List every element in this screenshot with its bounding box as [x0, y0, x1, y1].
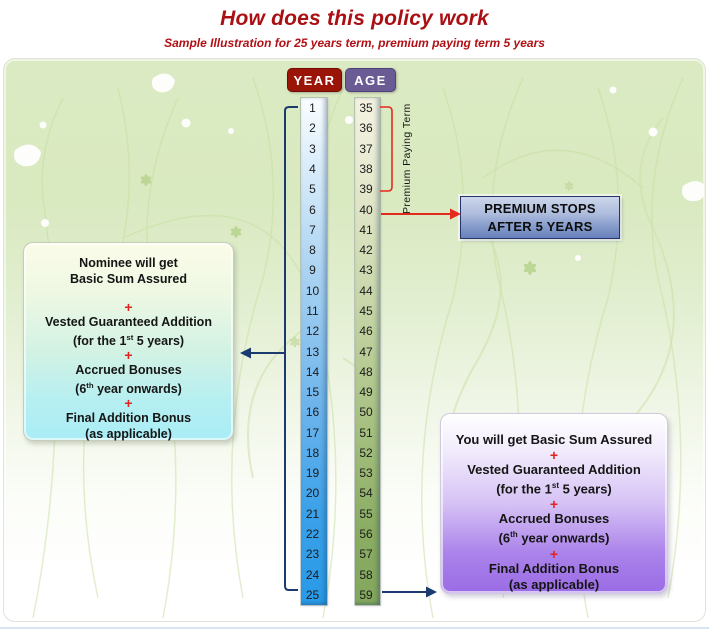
plus-sign: +: [124, 347, 133, 364]
age-cell: 48: [359, 364, 373, 379]
year-cell: 2: [309, 121, 316, 136]
benefit-line: (6th year onwards): [75, 381, 182, 397]
age-cell: 43: [359, 263, 373, 278]
year-cell: 25: [305, 587, 320, 602]
age-cell: 42: [359, 243, 373, 258]
age-cell: 57: [359, 547, 373, 562]
benefit-line: (for the 1st 5 years): [72, 333, 185, 349]
year-cell: 18: [305, 445, 320, 460]
premium-stops-line1: PREMIUM STOPS: [484, 200, 596, 216]
benefit-line: (for the 1st 5 years): [496, 481, 612, 497]
age-cell: 52: [359, 445, 373, 460]
age-cell: 53: [359, 466, 373, 481]
benefit-line: Final Addition Bonus: [488, 560, 620, 576]
benefit-line: Accrued Bonuses: [75, 363, 182, 378]
year-cell: 20: [305, 486, 320, 501]
year-cell: 15: [305, 385, 320, 400]
year-column: [301, 98, 327, 605]
age-cell: 59: [359, 587, 373, 602]
year-cell: 22: [305, 527, 320, 542]
year-cell: 19: [305, 466, 320, 481]
age-cell: 35: [359, 101, 373, 116]
plus-sign: +: [549, 496, 559, 513]
premium-stops-line2: AFTER 5 YEARS: [487, 218, 593, 234]
year-cell: 12: [305, 324, 320, 339]
plus-sign: +: [549, 447, 559, 463]
page-subtitle: Sample Illustration for 25 years term, premium paying term 5 years: [164, 36, 545, 50]
benefit-line: Accrued Bonuses: [498, 511, 610, 527]
year-cell: 9: [309, 263, 316, 278]
plus-sign: +: [124, 299, 133, 315]
benefit-line: (as applicable): [85, 427, 172, 442]
age-cell: 46: [359, 324, 373, 339]
year-cell: 10: [305, 283, 320, 298]
benefit-line: Basic Sum Assured: [70, 272, 187, 286]
plus-sign: +: [549, 545, 559, 562]
benefit-line: Nominee will get: [79, 256, 178, 270]
maturity-benefits-box: [440, 413, 668, 594]
year-cell: 3: [309, 141, 316, 156]
age-cell: 54: [359, 486, 373, 501]
footer-divider: [0, 627, 709, 629]
age-cell: 36: [359, 121, 373, 136]
year-header-badge: YEAR: [287, 68, 342, 92]
age-cell: 40: [359, 202, 373, 217]
year-cell: 23: [305, 547, 320, 562]
age-cell: 41: [359, 222, 373, 237]
age-cell: 45: [359, 303, 373, 318]
year-cell: 4: [309, 161, 316, 176]
year-cell: 8: [309, 243, 316, 258]
age-cell: 38: [359, 161, 373, 176]
benefit-line: Final Addition Bonus: [65, 411, 192, 426]
year-cell: 24: [305, 567, 320, 582]
year-cell: 16: [305, 405, 320, 420]
plus-sign: +: [124, 395, 133, 412]
age-column: [355, 98, 380, 605]
age-cell: 39: [359, 182, 373, 197]
year-cell: 14: [305, 364, 320, 379]
age-cell: 58: [359, 567, 373, 582]
age-cell: 55: [359, 506, 373, 521]
year-cell: 21: [305, 506, 320, 521]
year-cell: 13: [305, 344, 320, 359]
nominee-benefits-box: [23, 242, 234, 441]
age-header-badge: AGE: [345, 68, 396, 92]
page-title: How does this policy work: [220, 7, 489, 30]
year-cell: 11: [306, 303, 319, 318]
age-cell: 49: [359, 385, 373, 400]
age-cell: 51: [359, 425, 373, 440]
year-cell: 1: [309, 101, 316, 116]
year-cell: 6: [309, 202, 316, 217]
age-cell: 47: [359, 344, 373, 359]
age-cell: 56: [359, 527, 373, 542]
benefit-line: Vested Guaranteed Addition: [467, 462, 641, 477]
age-cell: 44: [359, 283, 373, 298]
year-cell: 5: [309, 182, 316, 197]
benefit-line: (6th year onwards): [498, 530, 610, 546]
year-cell: 7: [309, 222, 316, 237]
benefit-line: You will get Basic Sum Assured: [455, 432, 653, 447]
benefit-line: Vested Guaranteed Addition: [45, 315, 212, 329]
age-cell: 37: [359, 141, 373, 156]
age-cell: 50: [359, 405, 373, 420]
premium-stops-box: [460, 196, 620, 239]
premium-paying-term-label: Premium Paying Term: [401, 103, 413, 215]
benefit-line: (as applicable): [508, 576, 600, 592]
year-cell: 17: [305, 425, 320, 440]
